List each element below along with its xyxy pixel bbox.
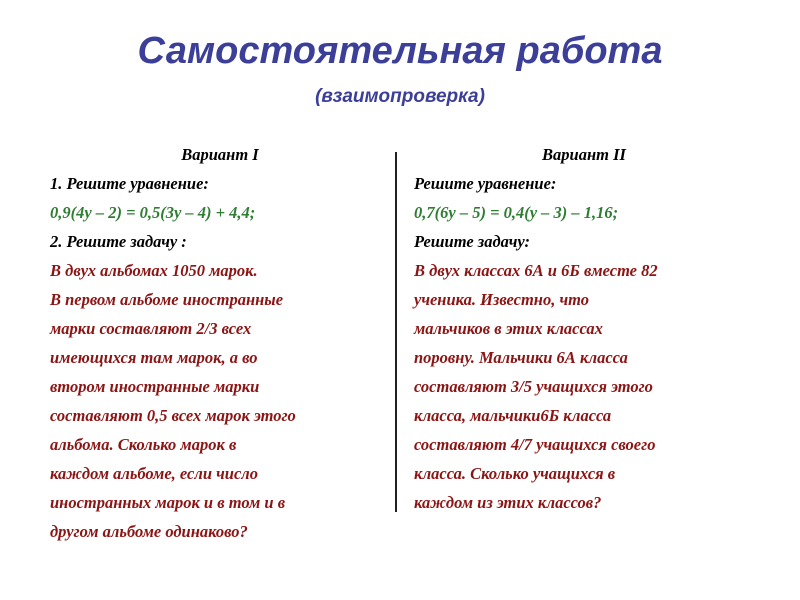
variant-1-task-1-label: 1. Решите уравнение: bbox=[50, 174, 209, 193]
page-title: Самостоятельная работа bbox=[137, 30, 663, 72]
variant-2-problem-line: класса. Сколько учащихся в bbox=[414, 464, 616, 483]
variant-2-problem-line: поровну. Мальчики 6А класса bbox=[414, 348, 628, 367]
variant-1-problem-line: другом альбоме одинаково? bbox=[50, 522, 248, 541]
variant-2-problem-line: ученика. Известно, что bbox=[414, 290, 589, 309]
variant-1-column bbox=[50, 140, 390, 546]
page-subtitle: (взаимопроверка) bbox=[315, 86, 485, 107]
variant-1-problem-line: составляют 0,5 всех марок этого bbox=[50, 406, 296, 425]
variant-2-heading: Вариант II bbox=[542, 145, 626, 164]
variant-1-equation: 0,9(4у – 2) = 0,5(3у – 4) + 4,4; bbox=[50, 203, 256, 222]
variant-2-problem-line: составляют 3/5 учащихся этого bbox=[414, 377, 653, 396]
variant-2-task-2-label: Решите задачу: bbox=[414, 232, 530, 251]
variant-2-problem-line: мальчиков в этих классах bbox=[414, 319, 603, 338]
variant-2-problem-line: каждом из этих классов? bbox=[414, 493, 602, 512]
variant-1-problem-line: В двух альбомах 1050 марок. bbox=[50, 261, 258, 280]
variant-1-problem-line: марки составляют 2/3 всех bbox=[50, 319, 252, 338]
variant-2-problem-line: В двух классах 6А и 6Б вместе 82 bbox=[414, 261, 658, 280]
variant-1-problem-line: имеющихся там марок, а во bbox=[50, 348, 258, 367]
variant-2-column bbox=[414, 140, 784, 517]
variant-1-task-2-label: 2. Решите задачу : bbox=[50, 232, 187, 251]
variant-1-problem-line: иностранных марок и в том и в bbox=[50, 493, 286, 512]
variant-2-equation: 0,7(6у – 5) = 0,4(у – 3) – 1,16; bbox=[414, 203, 619, 222]
variant-1-problem-line: В первом альбоме иностранные bbox=[50, 290, 284, 309]
variant-1-problem-line: альбома. Сколько марок в bbox=[50, 435, 237, 454]
variant-1-heading: Вариант I bbox=[181, 145, 259, 164]
variant-2-problem-line: класса, мальчики6Б класса bbox=[414, 406, 612, 425]
column-divider bbox=[395, 152, 397, 512]
variant-1-problem-line: каждом альбоме, если число bbox=[50, 464, 258, 483]
variant-1-problem-line: втором иностранные марки bbox=[50, 377, 260, 396]
variant-2-task-1-label: Решите уравнение: bbox=[414, 174, 557, 193]
variant-2-problem-line: составляют 4/7 учащихся своего bbox=[414, 435, 656, 454]
